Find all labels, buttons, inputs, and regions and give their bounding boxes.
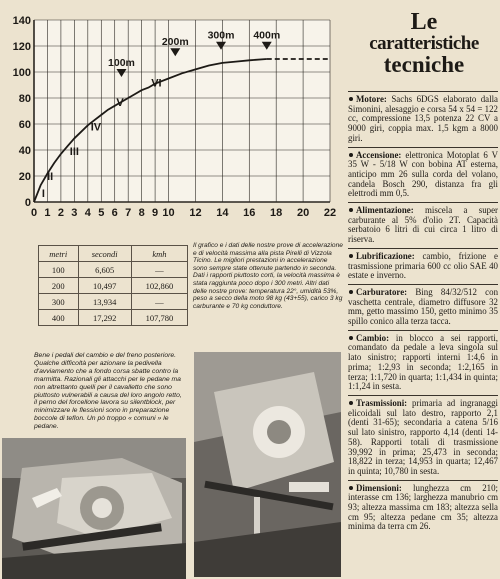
chart-note: Il grafico e i dati delle nostre prove di accelerazione e di velocità massima alla pista Pirelli di Vizzola Ticino. Le migliori prestazioni in accelerazione sono sempre state ottenute partendo in seconda. Dati i rapporti piuttosto corti, la velocità massima è stata raggiunta poco dopo i 300 metri. Altri dati delle nostre prove: temperatura 22°, umidità 53%, peso a secco della moto 98 kg (43+55), carico 3 kg carburante e 70 kg conduttore. xyxy=(193,242,343,310)
spec-gearbox xyxy=(348,334,498,392)
spec-fuel xyxy=(348,206,498,245)
bullet-icon xyxy=(349,401,353,405)
y-tick-label: 80 xyxy=(18,93,31,105)
spec-dimensions xyxy=(348,484,498,533)
spec-transmission xyxy=(348,399,498,477)
engine-pedal-photo-image xyxy=(2,438,186,579)
table-cell: 107,780 xyxy=(131,310,187,326)
spec-heading: Cambio: xyxy=(356,332,390,343)
bullet-icon xyxy=(349,290,353,294)
table-header-cell: secondi xyxy=(78,246,131,262)
spec-heading: Trasmissioni: xyxy=(356,397,408,408)
y-tick-label: 60 xyxy=(18,119,31,131)
x-tick-label: 1 xyxy=(44,207,51,219)
table-cell: 13,934 xyxy=(78,294,131,310)
x-tick-label: 16 xyxy=(243,207,256,219)
x-tick-label: 8 xyxy=(138,207,145,219)
bullet-icon xyxy=(349,97,353,101)
photo-caption: Bene i pedali del cambio e del freno posteriore. Qualche difficoltà per azionare la pedivella d'avviamento che a fondo corsa sbatte contro la marmitta. Razionali gli attacchi per le pedane ma non altrettanto quelli per il cavalletto che sono piuttosto vulnerabili a causa del loro angolo retto, il perno del forcellone lavora su silentblock, per minimizzare le flessioni sono in preparazione boccole di teflon. Un pò troppo « comuni » le pedane. xyxy=(34,352,182,431)
spec-text: cambio, frizione e trasmissione primaria 600 cc olio SAE 40 estate e inverno. xyxy=(348,250,498,281)
spec-engine xyxy=(348,95,498,144)
gear-label: IV xyxy=(90,121,102,134)
bullet-icon xyxy=(349,254,353,258)
x-tick-label: 18 xyxy=(270,207,283,219)
x-tick-label: 3 xyxy=(71,207,78,219)
spec-carburetor xyxy=(348,288,498,327)
title-line-1: Le xyxy=(410,9,438,35)
engine-pedal-photo xyxy=(2,438,186,579)
x-tick-label: 2 xyxy=(57,207,64,219)
acceleration-chart xyxy=(0,8,345,230)
table-cell: 100 xyxy=(39,262,79,278)
x-tick-label: 6 xyxy=(111,207,118,219)
y-tick-label: 120 xyxy=(12,41,31,53)
y-tick-label: 0 xyxy=(24,197,31,209)
y-tick-label: 40 xyxy=(18,145,31,157)
table-header-cell: kmh xyxy=(131,246,187,262)
spec-text: lunghezza cm 210; interasse cm 136; larghezza manubrio cm 93; altezza massima cm 183; altezza sella cm 95; altezza pedane cm 35; altezza minima da terra cm 26. xyxy=(348,482,498,532)
stand-footpeg-photo-image xyxy=(194,352,341,577)
x-tick-label: 14 xyxy=(216,207,229,219)
stand-footpeg-photo xyxy=(194,352,341,577)
table-cell: 6,605 xyxy=(78,262,131,278)
spec-text: elettronica Motoplat 6 V 35 W - 5/18 W con bobina AT esterna, anticipo mm 26 sulla corda del volano, candela Bosch 290, distanza fra gli elettrodi mm 0,5. xyxy=(348,149,498,199)
divider xyxy=(348,480,498,481)
table-cell: — xyxy=(131,294,187,310)
table-cell: 10,497 xyxy=(78,278,131,294)
divider xyxy=(348,330,498,331)
spec-heading: Carburatore: xyxy=(356,286,408,297)
table-cell: 102,860 xyxy=(131,278,187,294)
bullet-icon xyxy=(349,486,353,490)
x-tick-label: 12 xyxy=(189,207,202,219)
spec-text: primaria ad ingranaggi elicoidali sul lato destro, rapporto 2,1 (denti 31-65); secondaria a catena 5/16 sul lato sinistro, rapporto 4,14 (denti 14-58). Rapporti totali di trasmissione 39,992 in prima; 25,473 in seconda; 18,822 in terza; 14,953 in quarta; 12,467 in quinta; 10,780 in sesta. xyxy=(348,397,498,476)
table-cell: 300 xyxy=(39,294,79,310)
spec-text: Bing 84/32/512 con vaschetta centrale, diametro diffusore 32 mm, getto massimo 150, getto minimo 35 spillo conico alla terza tacca. xyxy=(348,286,498,327)
performance-table xyxy=(38,245,188,326)
y-tick-label: 20 xyxy=(18,171,31,183)
spec-heading: Dimensioni: xyxy=(356,482,402,493)
divider xyxy=(348,395,498,396)
spec-heading: Lubrificazione: xyxy=(356,250,415,261)
table-cell: 17,292 xyxy=(78,310,131,326)
spec-heading: Alimentazione: xyxy=(356,205,414,216)
gear-label: V xyxy=(116,96,124,109)
x-tick-label: 10 xyxy=(162,207,175,219)
spec-text: miscela a super carburante al 5% d'olio 2T. Capacità serbatoio 6 litri di cui circa 1 litro di riserva. xyxy=(348,205,498,245)
spec-text: Sachs 6DGS elaborato dalla Simonini, alesaggio e corsa 54 x 54 = 122 cc, compressione 13,5 potenza 22 CV a 9000 giri, coppia max. 1,5 kgm a 8000 giri. xyxy=(348,94,498,143)
divider xyxy=(348,284,498,285)
gear-label: I xyxy=(41,187,45,200)
y-tick-label: 140 xyxy=(12,15,31,27)
gear-label: II xyxy=(47,170,54,183)
spec-text: in blocco a sei rapporti, comandato da pedale a leva singola sul lato sinistro; rapporti interni 1:4,6 in prima; 1:2,93 in seconda; 1:2,165 in terza; 1:1,720 in quarta; 1:1,434 in quinta; 1:1,24 in sesta. xyxy=(348,332,498,392)
distance-mark-label: 100m xyxy=(108,57,135,69)
chart-x-tick-labels xyxy=(31,207,336,219)
spec-lubrication xyxy=(348,252,498,281)
x-tick-label: 20 xyxy=(296,207,310,219)
chart-y-tick-labels xyxy=(13,15,31,209)
divider xyxy=(348,147,498,148)
x-tick-label: 5 xyxy=(98,207,105,219)
title-line-2: caratteristiche xyxy=(369,33,479,54)
gear-label: VI xyxy=(151,77,162,90)
divider xyxy=(348,202,498,203)
x-tick-label: 22 xyxy=(323,207,337,219)
x-tick-label: 7 xyxy=(125,207,132,219)
table-cell: 200 xyxy=(39,278,79,294)
divider xyxy=(348,91,498,92)
table-header-row xyxy=(39,246,188,262)
title-line-3: tecniche xyxy=(383,52,465,77)
x-tick-label: 9 xyxy=(152,207,159,219)
spec-heading: Motore: xyxy=(356,94,387,104)
spec-heading: Accensione: xyxy=(356,149,402,160)
bullet-icon xyxy=(349,208,353,212)
table-header-cell: metri xyxy=(39,246,79,262)
x-tick-label: 0 xyxy=(30,207,38,219)
article-title xyxy=(348,9,500,77)
distance-mark-label: 300m xyxy=(207,29,235,42)
spec-ignition xyxy=(348,151,498,200)
bullet-icon xyxy=(349,153,353,157)
y-tick-label: 100 xyxy=(12,67,31,79)
table-cell: 400 xyxy=(39,310,79,326)
distance-mark-label: 400m xyxy=(253,29,281,42)
table-row xyxy=(39,294,188,310)
divider xyxy=(348,248,498,249)
table-cell: — xyxy=(131,262,187,278)
technical-specs xyxy=(348,88,498,578)
gear-label: III xyxy=(69,146,79,159)
table-row xyxy=(39,278,188,294)
bullet-icon xyxy=(349,336,353,340)
distance-mark-label: 200m xyxy=(161,36,189,49)
table-row xyxy=(39,262,188,278)
table-row xyxy=(39,310,188,326)
x-tick-label: 4 xyxy=(84,207,91,219)
